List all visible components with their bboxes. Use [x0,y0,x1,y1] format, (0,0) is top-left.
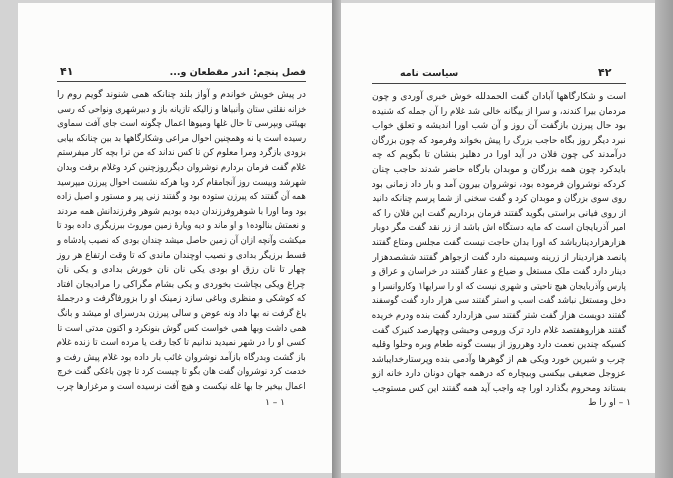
text-line [57,351,306,366]
book-gutter [332,0,341,478]
text-line-content: چهار تا نان رزق او بودی یکی نان نان خورش بدادی و یکی نان [57,264,306,276]
text-line [57,117,306,132]
text-line-content: قسط برزیگر بدادی و نصیب اوچندان ماندی که تا وقت ارتفاع هر روز [57,249,306,261]
text-line-content: از روی فیانی براستی بگوید گفتند فرمان برداریم گفت این فلان را که [372,207,626,219]
text-line-content: است و شکارگاهها آبادان گفت الحمدلله خوش خبری آوردی و چون [372,91,626,102]
text-line-content: روی سوی بزرگان و موبدان کرد و گفت سخنی از شما پرسم چنانکه دانید [372,193,626,205]
text-line-content: هزارهزاردینارباشد که اورا بدان حاجت نیست گفت مجلس ومتاع گفتند [372,236,626,248]
text-line-content: درآمدند کی چون فلان در آید اورا در دهلیز بنشان تا بگویم که چه [372,149,626,161]
text-line [372,353,626,368]
text-line [57,278,306,293]
text-line-content: میکشت وآنچه ازان آن زمین حاصل میشد چندان بودی که نصیب پادشاه و [57,234,306,246]
running-title: سیاست نامه [400,68,459,79]
text-line-content: باغ گرفت نه بها داد ونه عوض و سالی پیرزن بدرسرای او میشد و بانگ [57,307,306,319]
text-line [57,161,306,176]
text-line-content: اعمال بیخیر جا بها غله نیکست و هیچ آفت نرسیده است و مرغزارها چرب [57,380,306,392]
text-line [372,294,626,309]
text-line [57,205,306,220]
text-line [372,178,626,193]
running-title: فصل پنجم: اندر مقطعان و... [169,67,306,78]
text-line-content: گفتند دویست هزار گفت شتر گفتند سی هزاردارد گفت بنده ودرم خریده [372,309,626,321]
text-line [372,192,626,207]
text-line-content: دینار دارد گفت ملک مستغل و ضیاع و عقار گفتند در خراسان و عراق و [372,266,626,278]
text-line-content: بستاند ومحروم بگذارد اورا چه واجب آید همه گفتند این کس مستوجب [372,382,626,394]
text-line [372,324,626,339]
page-number: ۴۲ [598,66,612,79]
text-line [372,251,626,266]
text-line [57,146,306,161]
text-line [372,105,626,120]
text-line [57,234,306,249]
text-line-content: نبرد دیگر روز بگاه حاجب بزرگ را پیش بخواند وفرمود که چون بزرگان [372,134,626,146]
page-edge-shadow [655,0,673,478]
text-line [372,382,626,397]
body-text [57,88,306,394]
text-line [372,148,626,163]
body-text [372,90,626,396]
text-line-content: شهرشد وبیست روز آنجامقام کرد وبا هرکه نشست احوال پیرزن میپرسید [57,176,306,188]
text-line [57,190,306,205]
text-line-content: دخل ومستغل نباشد گفت اسب و استر گفتند سی هزار دارد گفت گوسفند [372,295,626,307]
text-line-content: مردمان بیرا کندند، و سرا از بیگانه خالی شد غلام را آن جمله که شنیده [372,105,626,117]
text-line-content: بزودی بازگرد ومرا معلوم کن تا کس نداند که من ترا بچه کار میفرستم [57,147,306,159]
text-line [57,249,306,264]
text-line-content: همه آن گفتند که پیرزن ستوده بود و گفتند زنی پیر و مستور و اصیل زاده [57,191,306,203]
header-rule [372,83,626,84]
text-line-content: کسی او را در شهر نمیدید ندانیم تا کجا رفت یا مرده است تا زنده غلام [57,337,306,349]
page-number: ۴۱ [60,65,74,78]
text-line-content: بایدکرد چون همه بزرگان و موبدان بارگاه حاضر شدند حاجب چنان [372,163,626,175]
text-line-content: چراغ ویکی بچاشت بخوردی و یکی بشام مگراکی را مرادیجان افتاد [57,278,306,290]
text-line [57,307,306,322]
text-line-content: باز گشت وبدرگاه بازآمد نوشروان غائب بار داده بود غلام پیش رفت و [57,351,306,363]
text-line-content: گفتند هزاروهفتصد غلام دارد ترک ورومی وحبشی وچهارصد کنیزک گفت [372,324,626,336]
text-line-content: بود وما اورا با شوهروفرزندان دیده بودیم شوهر وفرزندانش همه مردند [57,205,306,217]
text-line [372,236,626,251]
text-line [57,292,306,307]
text-line [372,207,626,222]
text-line [57,322,306,337]
text-line-content: کردکه نوشروان فرموده بود، نوشروان بیرون آمد و بار داد زمانی بود [372,178,626,190]
text-line [372,309,626,324]
text-line-content: کسیکه چندین نعمت دارد وهرروز از بیست گونه طعام وبره وحلوا وقلیه [372,339,626,351]
footnote: ۱ – ۱ [265,398,285,408]
text-line-content: رسیده است یا نه وهمچنین احوال مراعی وشکارگاهها بد بین چنانکه بیابی [57,132,306,144]
text-line-content: بهیئتی وبپرسی تا حال غلها ومیوها اعمال چگونه است جای آفت سماوی [57,118,306,130]
text-line-content: که کوشکی و منظری وباغی سازد زمینک او را بزورفاگرفت و درجملهٔ [57,293,306,305]
text-line-content: پانصد هزاردینار از زرینه وسیمینه دارد گفت ازجواهر گفتند ششصدهزار [372,251,626,263]
text-line-content: بود حال پیرزن بازگفت آن روز و آن شب اورا اندیشه و تعلق خواب [372,120,626,132]
text-line [57,263,306,278]
text-line [372,265,626,280]
text-line [57,103,306,118]
text-line [57,132,306,147]
text-line [57,176,306,191]
text-line-content: عزوجل ضعیفی بیکسی وبیچاره که درهمه جهان دونان دارد خانه ازو [372,368,626,380]
header-rule [57,81,306,82]
text-line [372,119,626,134]
text-line [372,90,626,105]
text-line [372,134,626,149]
text-line-content: و نعمتش بنالوده۱ و او ماند و دیه ویارهٔ زمین موروث ببرزیگری داده بود تا [57,220,306,232]
text-line-content: خزانه نقلتی ستان وأنبیاها و زالیکه تازیانه باز و دبیرشهری ونواحی که رسی [57,103,306,115]
text-line-content: چرب و شیرین خورد ویکی هم از گوهرها وآدمی بنده وپرستارخدایباشد [372,353,626,365]
right-page [341,3,655,473]
left-page [18,3,332,473]
text-line [57,219,306,234]
text-line [57,88,306,103]
text-line-content: پارس وآذربایجان هیچ ناحیتی و شهری نیست که او را سرایها۱ وکاروانسرا و [372,280,626,292]
text-line-content: خدمت کرد نوشروان گفت هان بگو تا چیست کرد تا چون باغکی گفت خرچ [56,366,306,378]
text-line-content: همی داشت وبها همی خواست کس گوش بنونکرد و اکنون مدتی است تا [57,322,306,334]
text-line-content: در پیش خویش خواندم و آواز بلند چنانکه همی شنوند گویم روم را [57,89,306,100]
text-line [57,380,306,395]
text-line [372,280,626,295]
text-line [372,163,626,178]
text-line [57,365,306,380]
footnote: ۱ – او را ط [588,398,631,408]
text-line-content: غلام گفت فرمان بردارم نوشروان دیگرروزچنین کرد وغلام برفت وبدان [57,161,306,173]
text-line [372,221,626,236]
text-line [372,367,626,382]
text-line-content: امیر آذربایجان است که مایه دستگاه اش باشد از زر نقد گفت مگر دوبار [372,222,626,234]
text-line [372,338,626,353]
text-line [57,336,306,351]
